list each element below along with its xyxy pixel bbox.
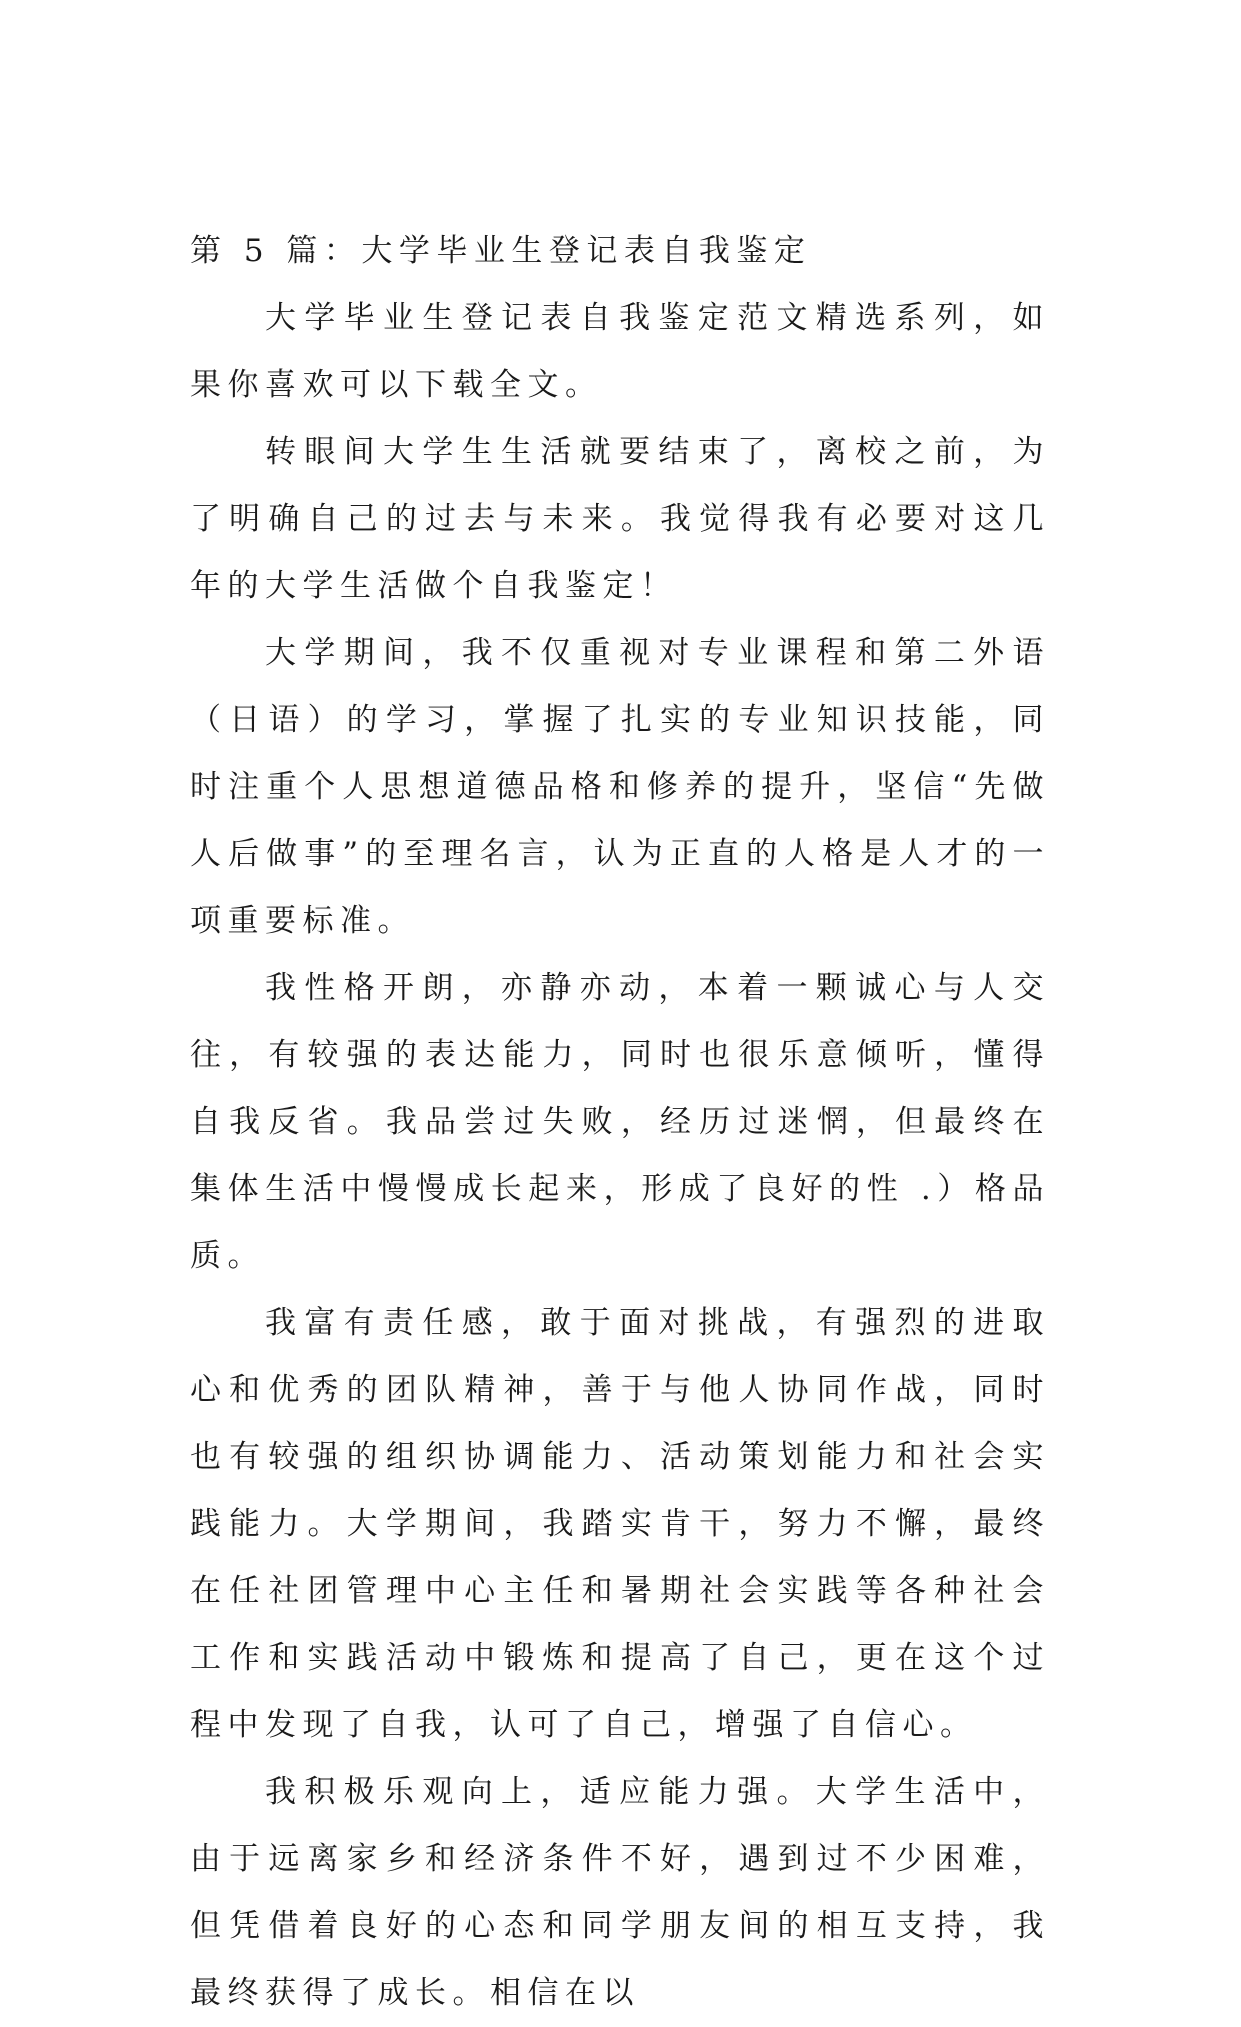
- paragraph-intro: 大学毕业生登记表自我鉴定范文精选系列，如果你喜欢可以下载全文。: [190, 300, 1050, 403]
- paragraph-study: 大学期间，我不仅重视对专业课程和第二外语（日语）的学习，掌握了扎实的专业知识技能，同时注重个人思想道德品格和修养的提升，坚信“先做人后做事”的至理名言，认为正直的人格是人才的一项重要标准。: [190, 635, 1050, 939]
- paragraph-optimism: 我积极乐观向上，适应能力强。大学生活中，由于远离家乡和经济条件不好，遇到过不少困难，但凭借着良好的心态和同学朋友间的相互支持，我最终获得了成长。相信在以: [190, 1774, 1050, 2011]
- paragraph-personality: 我性格开朗，亦静亦动，本着一颗诚心与人交往，有较强的表达能力，同时也很乐意倾听，懂得自我反省。我品尝过失败，经历过迷惘，但最终在集体生活中慢慢成长起来，形成了良好的性 .）格品质。: [190, 970, 1050, 1274]
- document-title: 第 5 篇：大学毕业生登记表自我鉴定: [190, 233, 812, 269]
- paragraph-opening: 转眼间大学生生活就要结束了，离校之前，为了明确自己的过去与未来。我觉得我有必要对这几年的大学生活做个自我鉴定！: [190, 434, 1050, 604]
- paragraph-responsibility: 我富有责任感，敢于面对挑战，有强烈的进取心和优秀的团队精神，善于与他人协同作战，同时也有较强的组织协调能力、活动策划能力和社会实践能力。大学期间，我踏实肯干，努力不懈，最终在任社团管理中心主任和暑期社会实践等各种社会工作和实践活动中锻炼和提高了自己，更在这个过程中发现了自我，认可了自己，增强了自信心。: [190, 1305, 1050, 1743]
- document-body: [190, 218, 1050, 2027]
